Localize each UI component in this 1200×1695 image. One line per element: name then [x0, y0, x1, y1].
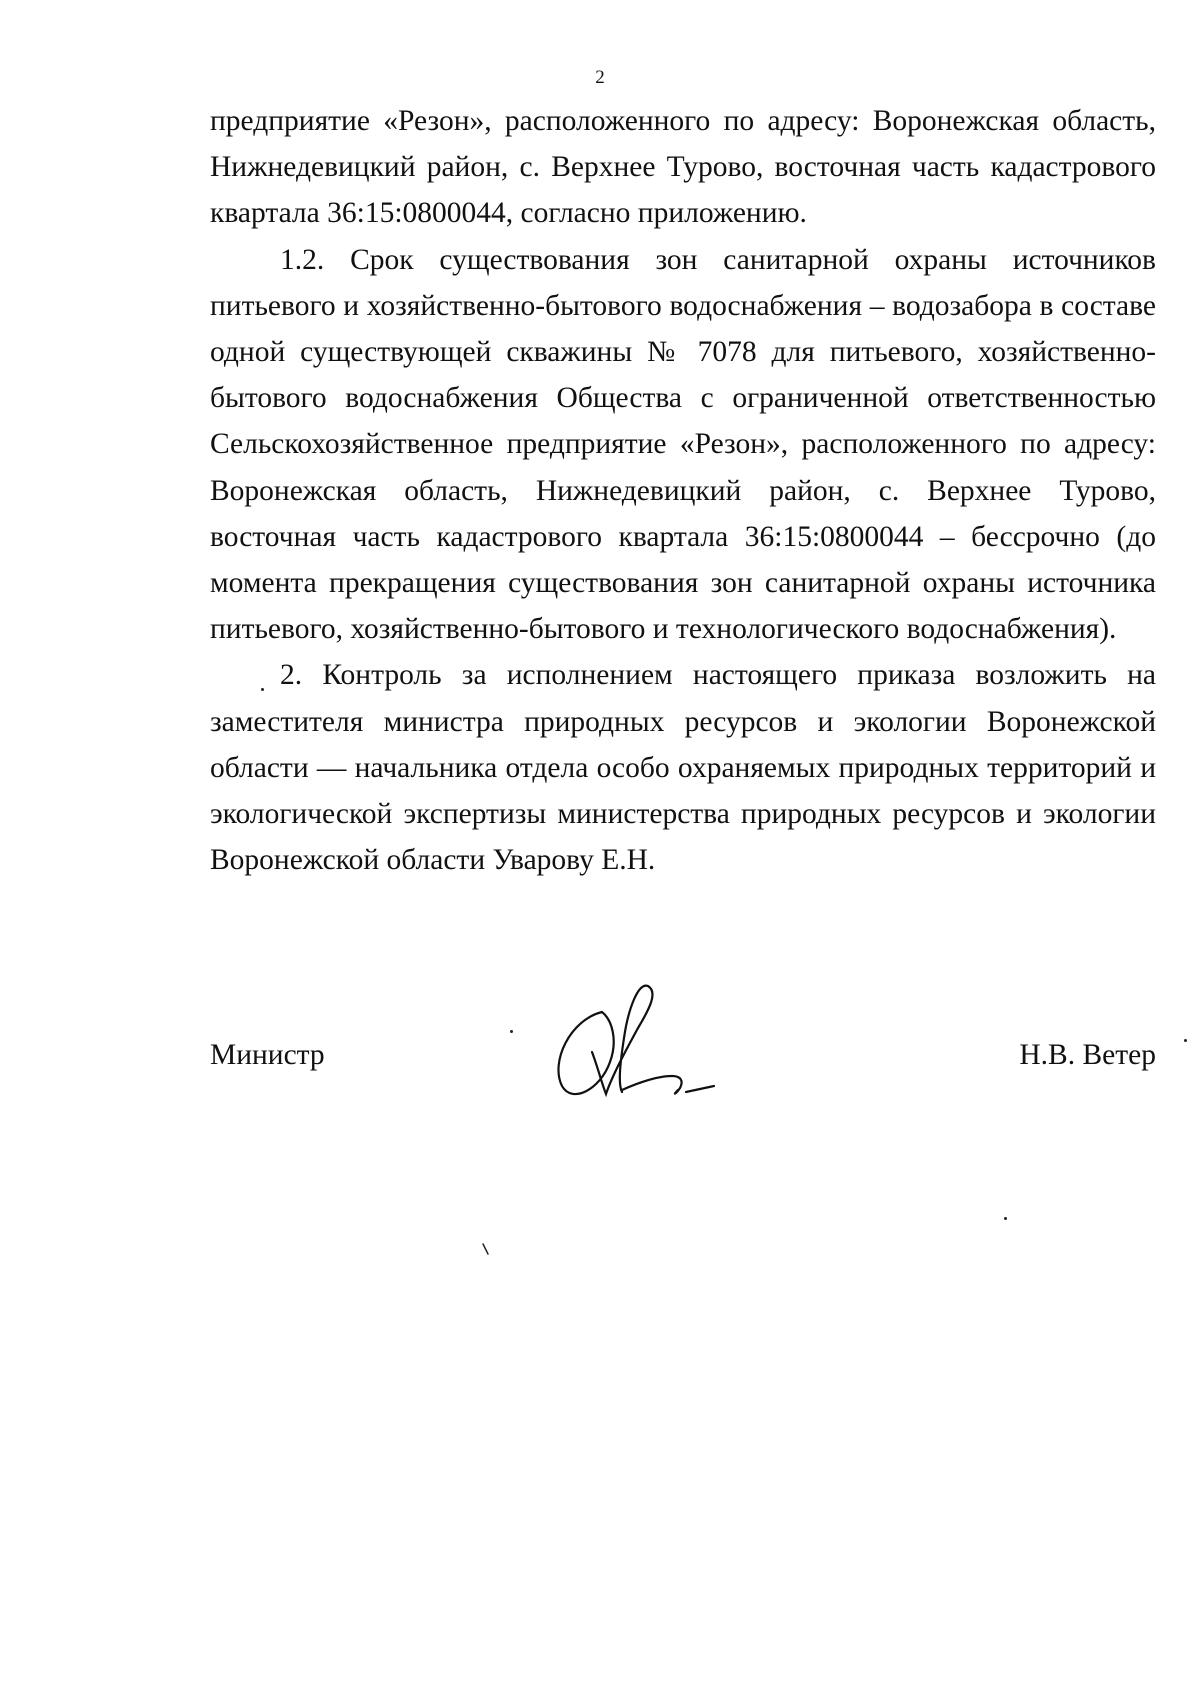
paragraph-2: 2. Контроль за исполнением настоящего приказа возложить на заместителя министра природных ресурсов и экологии Воронежской области — начальника отдела особо охраняемых природных территорий и экологической экспертизы министерства природных ресурсов и экологии Воронежской области Уварову Е.Н.: [210, 659, 1156, 877]
signatory-name: Н.В. Ветер: [1019, 1039, 1156, 1071]
scan-speck: [261, 688, 264, 691]
scan-speck: [510, 1030, 513, 1033]
handwritten-signature: [540, 980, 740, 1105]
signatory-title: Министр: [210, 1039, 325, 1071]
scan-speck: [481, 1242, 491, 1256]
paragraph-1-2: 1.2. Срок существования зон санитарной охраны источников питьевого и хозяйственно-бытового водоснабжения – водозабора в составе одной существующей скважины № 7078 для питьевого, хозяйственно-бытового водоснабжения Общества с ограниченной ответственностью Сельскохозяйственное предприятие «Резон», расположенного по адресу: Воронежская область, Нижнедевицкий район, с. Верхнее Турово, восточная часть кадастрового квартала 36:15:0800044 – бессрочно (до момента прекращения существования зон санитарной охраны источника питьевого, хозяйственно-бытового и технологического водоснабжения).: [210, 243, 1156, 646]
paragraph-continuation: предприятие «Резон», расположенного по адресу: Воронежская область, Нижнедевицкий район, с. Верхнее Турово, восточная часть кадастрового квартала 36:15:0800044, согласно приложению.: [210, 105, 1156, 230]
document-body: [210, 98, 1156, 883]
scan-speck: [1184, 1039, 1187, 1042]
page-number: 2: [595, 67, 605, 88]
scan-speck: [1004, 1217, 1007, 1220]
